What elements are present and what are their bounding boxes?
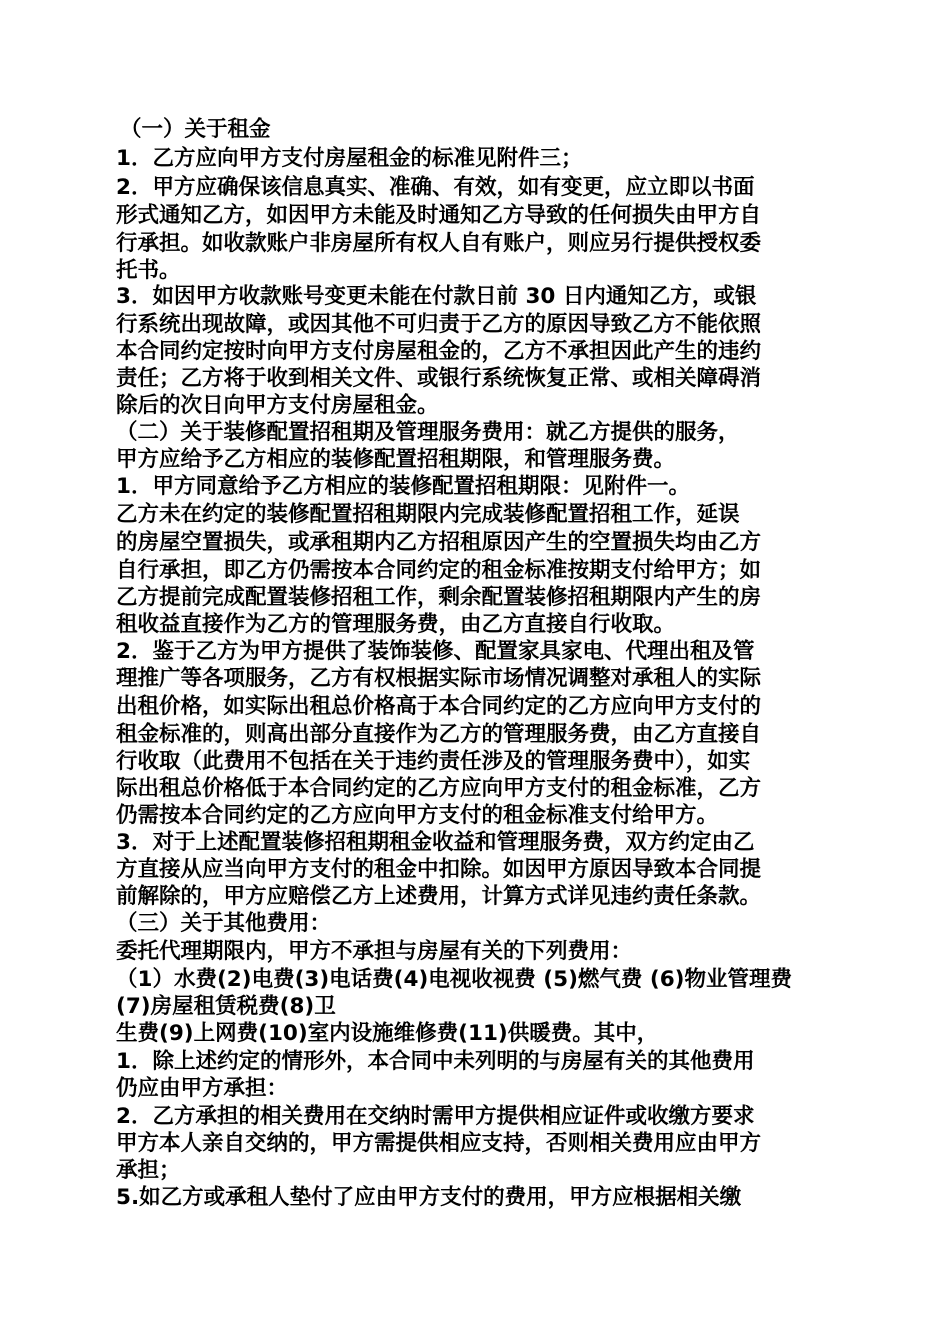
heading-section-1-rent: （一）关于租金 [120, 117, 271, 142]
paragraph-line: 乙方未在约定的装修配置招租期限内完成装修配置招租工作，延误 [116, 502, 740, 527]
paragraph-line: 租金标准的，则高出部分直接作为乙方的管理服务费，由乙方直接自 [116, 722, 762, 747]
paragraph-line: 际出租总价格低于本合同约定的乙方应向甲方支付的租金标准，乙方 [116, 776, 762, 801]
paragraph-line: 行收取（此费用不包括在关于违约责任涉及的管理服务费中），如实 [116, 749, 751, 774]
paragraph-line: 形式通知乙方，如因甲方未能及时通知乙方导致的任何损失由甲方自 [116, 203, 762, 228]
paragraph-line: 2．鉴于乙方为甲方提供了装饰装修、配置家具家电、代理出租及管 [116, 639, 755, 664]
paragraph-line: 1．甲方同意给予乙方相应的装修配置招租期限：见附件一。 [116, 474, 690, 499]
paragraph-line: 3．对于上述配置装修招租期租金收益和管理服务费，双方约定由乙 [116, 830, 755, 855]
paragraph-line: 行系统出现故障，或因其他不可归责于乙方的原因导致乙方不能依照 [116, 312, 762, 337]
paragraph-line: 方直接从应当向甲方支付的租金中扣除。如因甲方原因导致本合同提 [116, 857, 762, 882]
paragraph-line: 1．乙方应向甲方支付房屋租金的标准见附件三； [116, 146, 583, 171]
paragraph-line: 责任；乙方将于收到相关文件、或银行系统恢复正常、或相关障碍消 [116, 366, 762, 391]
paragraph-line: 除后的次日向甲方支付房屋租金。 [116, 393, 439, 418]
paragraph-line: 生费(9)上网费(10)室内设施维修费(11)供暖费。其中， [116, 1021, 659, 1046]
paragraph-line: 自行承担，即乙方仍需按本合同约定的租金标准按期支付给甲方；如 [116, 558, 762, 583]
paragraph-line: 2．乙方承担的相关费用在交纳时需甲方提供相应证件或收缴方要求 [116, 1104, 755, 1129]
paragraph-line: 承担； [116, 1158, 181, 1183]
paragraph-line: 前解除的，甲方应赔偿乙方上述费用，计算方式详见违约责任条款。 [116, 884, 762, 909]
paragraph-line: 1．除上述约定的情形外，本合同中未列明的与房屋有关的其他费用 [116, 1049, 755, 1074]
paragraph-line: 仍需按本合同约定的乙方应向甲方支付的租金标准支付给甲方。 [116, 803, 719, 828]
paragraph-line: 甲方本人亲自交纳的，甲方需提供相应支持，否则相关费用应由甲方 [116, 1131, 762, 1156]
paragraph-line: 仍应由甲方承担： [116, 1076, 289, 1101]
paragraph-line: 2．甲方应确保该信息真实、准确、有效，如有变更，应立即以书面 [116, 175, 755, 200]
paragraph-line: 出租价格，如实际出租总价格高于本合同约定的乙方应向甲方支付的 [116, 694, 762, 719]
paragraph-line: （1）水费(2)电费(3)电话费(4)电视收视费 (5)燃气费 (6)物业管理费 [116, 967, 792, 992]
paragraph-line: 5.如乙方或承租人垫付了应由甲方支付的费用，甲方应根据相关缴 [116, 1185, 742, 1210]
paragraph-line: 乙方提前完成配置装修招租工作，剩余配置装修招租期限内产生的房 [116, 585, 762, 610]
paragraph-line: 租收益直接作为乙方的管理服务费，由乙方直接自行收取。 [116, 612, 676, 637]
paragraph-line: 托书。 [116, 258, 181, 283]
paragraph-line: 的房屋空置损失，或承租期内乙方招租原因产生的空置损失均由乙方 [116, 530, 762, 555]
heading-section-3-other-fees: （三）关于其他费用： [116, 911, 332, 936]
paragraph-line: (7)房屋租赁税费(8)卫 [116, 994, 336, 1019]
paragraph-line: 本合同约定按时向甲方支付房屋租金的，乙方不承担因此产生的违约 [116, 339, 762, 364]
paragraph-line: 甲方应给予乙方相应的装修配置招租期限，和管理服务费。 [116, 447, 676, 472]
paragraph-line: 理推广等各项服务，乙方有权根据实际市场情况调整对承租人的实际 [116, 666, 762, 691]
paragraph-line: 委托代理期限内，甲方不承担与房屋有关的下列费用： [116, 939, 633, 964]
heading-section-2-renovation: （二）关于装修配置招租期及管理服务费用：就乙方提供的服务， [116, 420, 740, 445]
paragraph-line: 3．如因甲方收款账号变更未能在付款日前 30 日内通知乙方，或银 [116, 284, 757, 309]
paragraph-line: 行承担。如收款账户非房屋所有权人自有账户，则应另行提供授权委 [116, 231, 762, 256]
